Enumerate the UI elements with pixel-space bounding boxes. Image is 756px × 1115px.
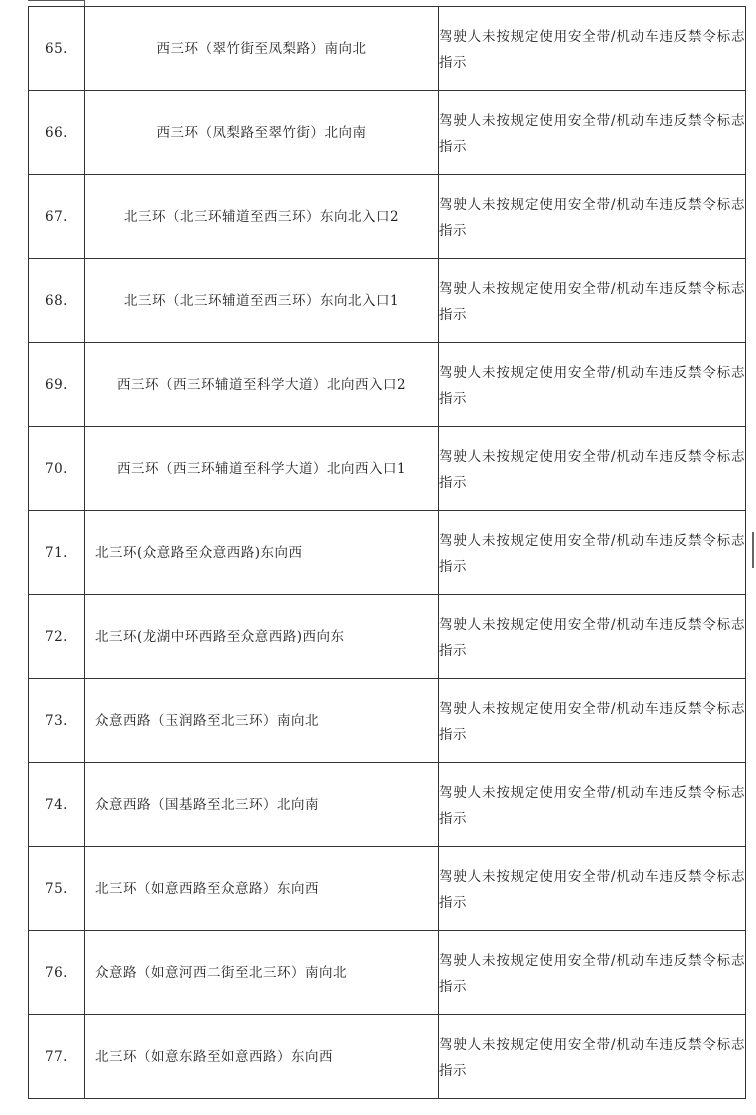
violation-type-cell bbox=[439, 931, 746, 1015]
location-cell: 西三环（西三环辅道至科学大道）北向西入口2 bbox=[85, 343, 439, 427]
location-cell: 众意路（如意河西二街至北三环）南向北 bbox=[85, 931, 439, 1015]
table-row bbox=[29, 1015, 746, 1099]
row-number: 66. bbox=[29, 91, 85, 175]
violation-type-text: 驾驶人未按规定使用安全带/机动车违反禁令标志指示 bbox=[439, 952, 745, 995]
table-row bbox=[29, 259, 746, 343]
row-number: 67. bbox=[29, 175, 85, 259]
page-edge-mark bbox=[752, 532, 754, 568]
row-number: 68. bbox=[29, 259, 85, 343]
violation-type-cell bbox=[439, 427, 746, 511]
violation-type-cell bbox=[439, 91, 746, 175]
location-cell: 众意西路（玉润路至北三环）南向北 bbox=[85, 679, 439, 763]
row-number: 75. bbox=[29, 847, 85, 931]
table-body bbox=[29, 7, 746, 1099]
table-row bbox=[29, 847, 746, 931]
location-cell: 西三环（翠竹街至凤梨路）南向北 bbox=[85, 7, 439, 91]
violation-type-text: 驾驶人未按规定使用安全带/机动车违反禁令标志指示 bbox=[439, 280, 745, 323]
location-cell: 北三环(龙湖中环西路至众意西路)西向东 bbox=[85, 595, 439, 679]
page-top-rule bbox=[28, 0, 84, 1]
violation-type-text: 驾驶人未按规定使用安全带/机动车违反禁令标志指示 bbox=[439, 112, 745, 155]
location-cell: 西三环（西三环辅道至科学大道）北向西入口1 bbox=[85, 427, 439, 511]
violation-type-text: 驾驶人未按规定使用安全带/机动车违反禁令标志指示 bbox=[439, 448, 745, 491]
table-row bbox=[29, 343, 746, 427]
table-row bbox=[29, 931, 746, 1015]
violation-type-text: 驾驶人未按规定使用安全带/机动车违反禁令标志指示 bbox=[439, 700, 745, 743]
table-row bbox=[29, 427, 746, 511]
row-number: 65. bbox=[29, 7, 85, 91]
violation-locations-table bbox=[28, 6, 746, 1099]
table-row bbox=[29, 7, 746, 91]
violation-type-cell bbox=[439, 175, 746, 259]
violation-type-text: 驾驶人未按规定使用安全带/机动车违反禁令标志指示 bbox=[439, 196, 745, 239]
location-cell: 众意西路（国基路至北三环）北向南 bbox=[85, 763, 439, 847]
violation-type-cell bbox=[439, 259, 746, 343]
table-row bbox=[29, 763, 746, 847]
location-cell: 北三环（北三环辅道至西三环）东向北入口2 bbox=[85, 175, 439, 259]
violation-type-cell bbox=[439, 595, 746, 679]
row-number: 77. bbox=[29, 1015, 85, 1099]
violation-type-text: 驾驶人未按规定使用安全带/机动车违反禁令标志指示 bbox=[439, 616, 745, 659]
violation-type-cell bbox=[439, 847, 746, 931]
row-number: 74. bbox=[29, 763, 85, 847]
table-row bbox=[29, 511, 746, 595]
violation-type-cell bbox=[439, 343, 746, 427]
violation-type-text: 驾驶人未按规定使用安全带/机动车违反禁令标志指示 bbox=[439, 28, 745, 71]
violation-type-cell bbox=[439, 763, 746, 847]
table-row bbox=[29, 91, 746, 175]
location-cell: 北三环(众意路至众意西路)东向西 bbox=[85, 511, 439, 595]
violation-type-cell bbox=[439, 679, 746, 763]
row-number: 69. bbox=[29, 343, 85, 427]
location-cell: 北三环（北三环辅道至西三环）东向北入口1 bbox=[85, 259, 439, 343]
violation-type-text: 驾驶人未按规定使用安全带/机动车违反禁令标志指示 bbox=[439, 364, 745, 407]
row-number: 70. bbox=[29, 427, 85, 511]
table-row bbox=[29, 595, 746, 679]
location-cell: 北三环（如意东路至如意西路）东向西 bbox=[85, 1015, 439, 1099]
violation-type-text: 驾驶人未按规定使用安全带/机动车违反禁令标志指示 bbox=[439, 784, 745, 827]
table-row bbox=[29, 175, 746, 259]
location-cell: 北三环（如意西路至众意路）东向西 bbox=[85, 847, 439, 931]
violation-type-text: 驾驶人未按规定使用安全带/机动车违反禁令标志指示 bbox=[439, 1036, 745, 1079]
row-number: 71. bbox=[29, 511, 85, 595]
violation-type-text: 驾驶人未按规定使用安全带/机动车违反禁令标志指示 bbox=[439, 868, 745, 911]
violation-type-text: 驾驶人未按规定使用安全带/机动车违反禁令标志指示 bbox=[439, 532, 745, 575]
row-number: 72. bbox=[29, 595, 85, 679]
violation-type-cell bbox=[439, 7, 746, 91]
table-row bbox=[29, 679, 746, 763]
location-cell: 西三环（凤梨路至翠竹街）北向南 bbox=[85, 91, 439, 175]
row-number: 73. bbox=[29, 679, 85, 763]
violation-type-cell bbox=[439, 1015, 746, 1099]
row-number: 76. bbox=[29, 931, 85, 1015]
violation-type-cell bbox=[439, 511, 746, 595]
